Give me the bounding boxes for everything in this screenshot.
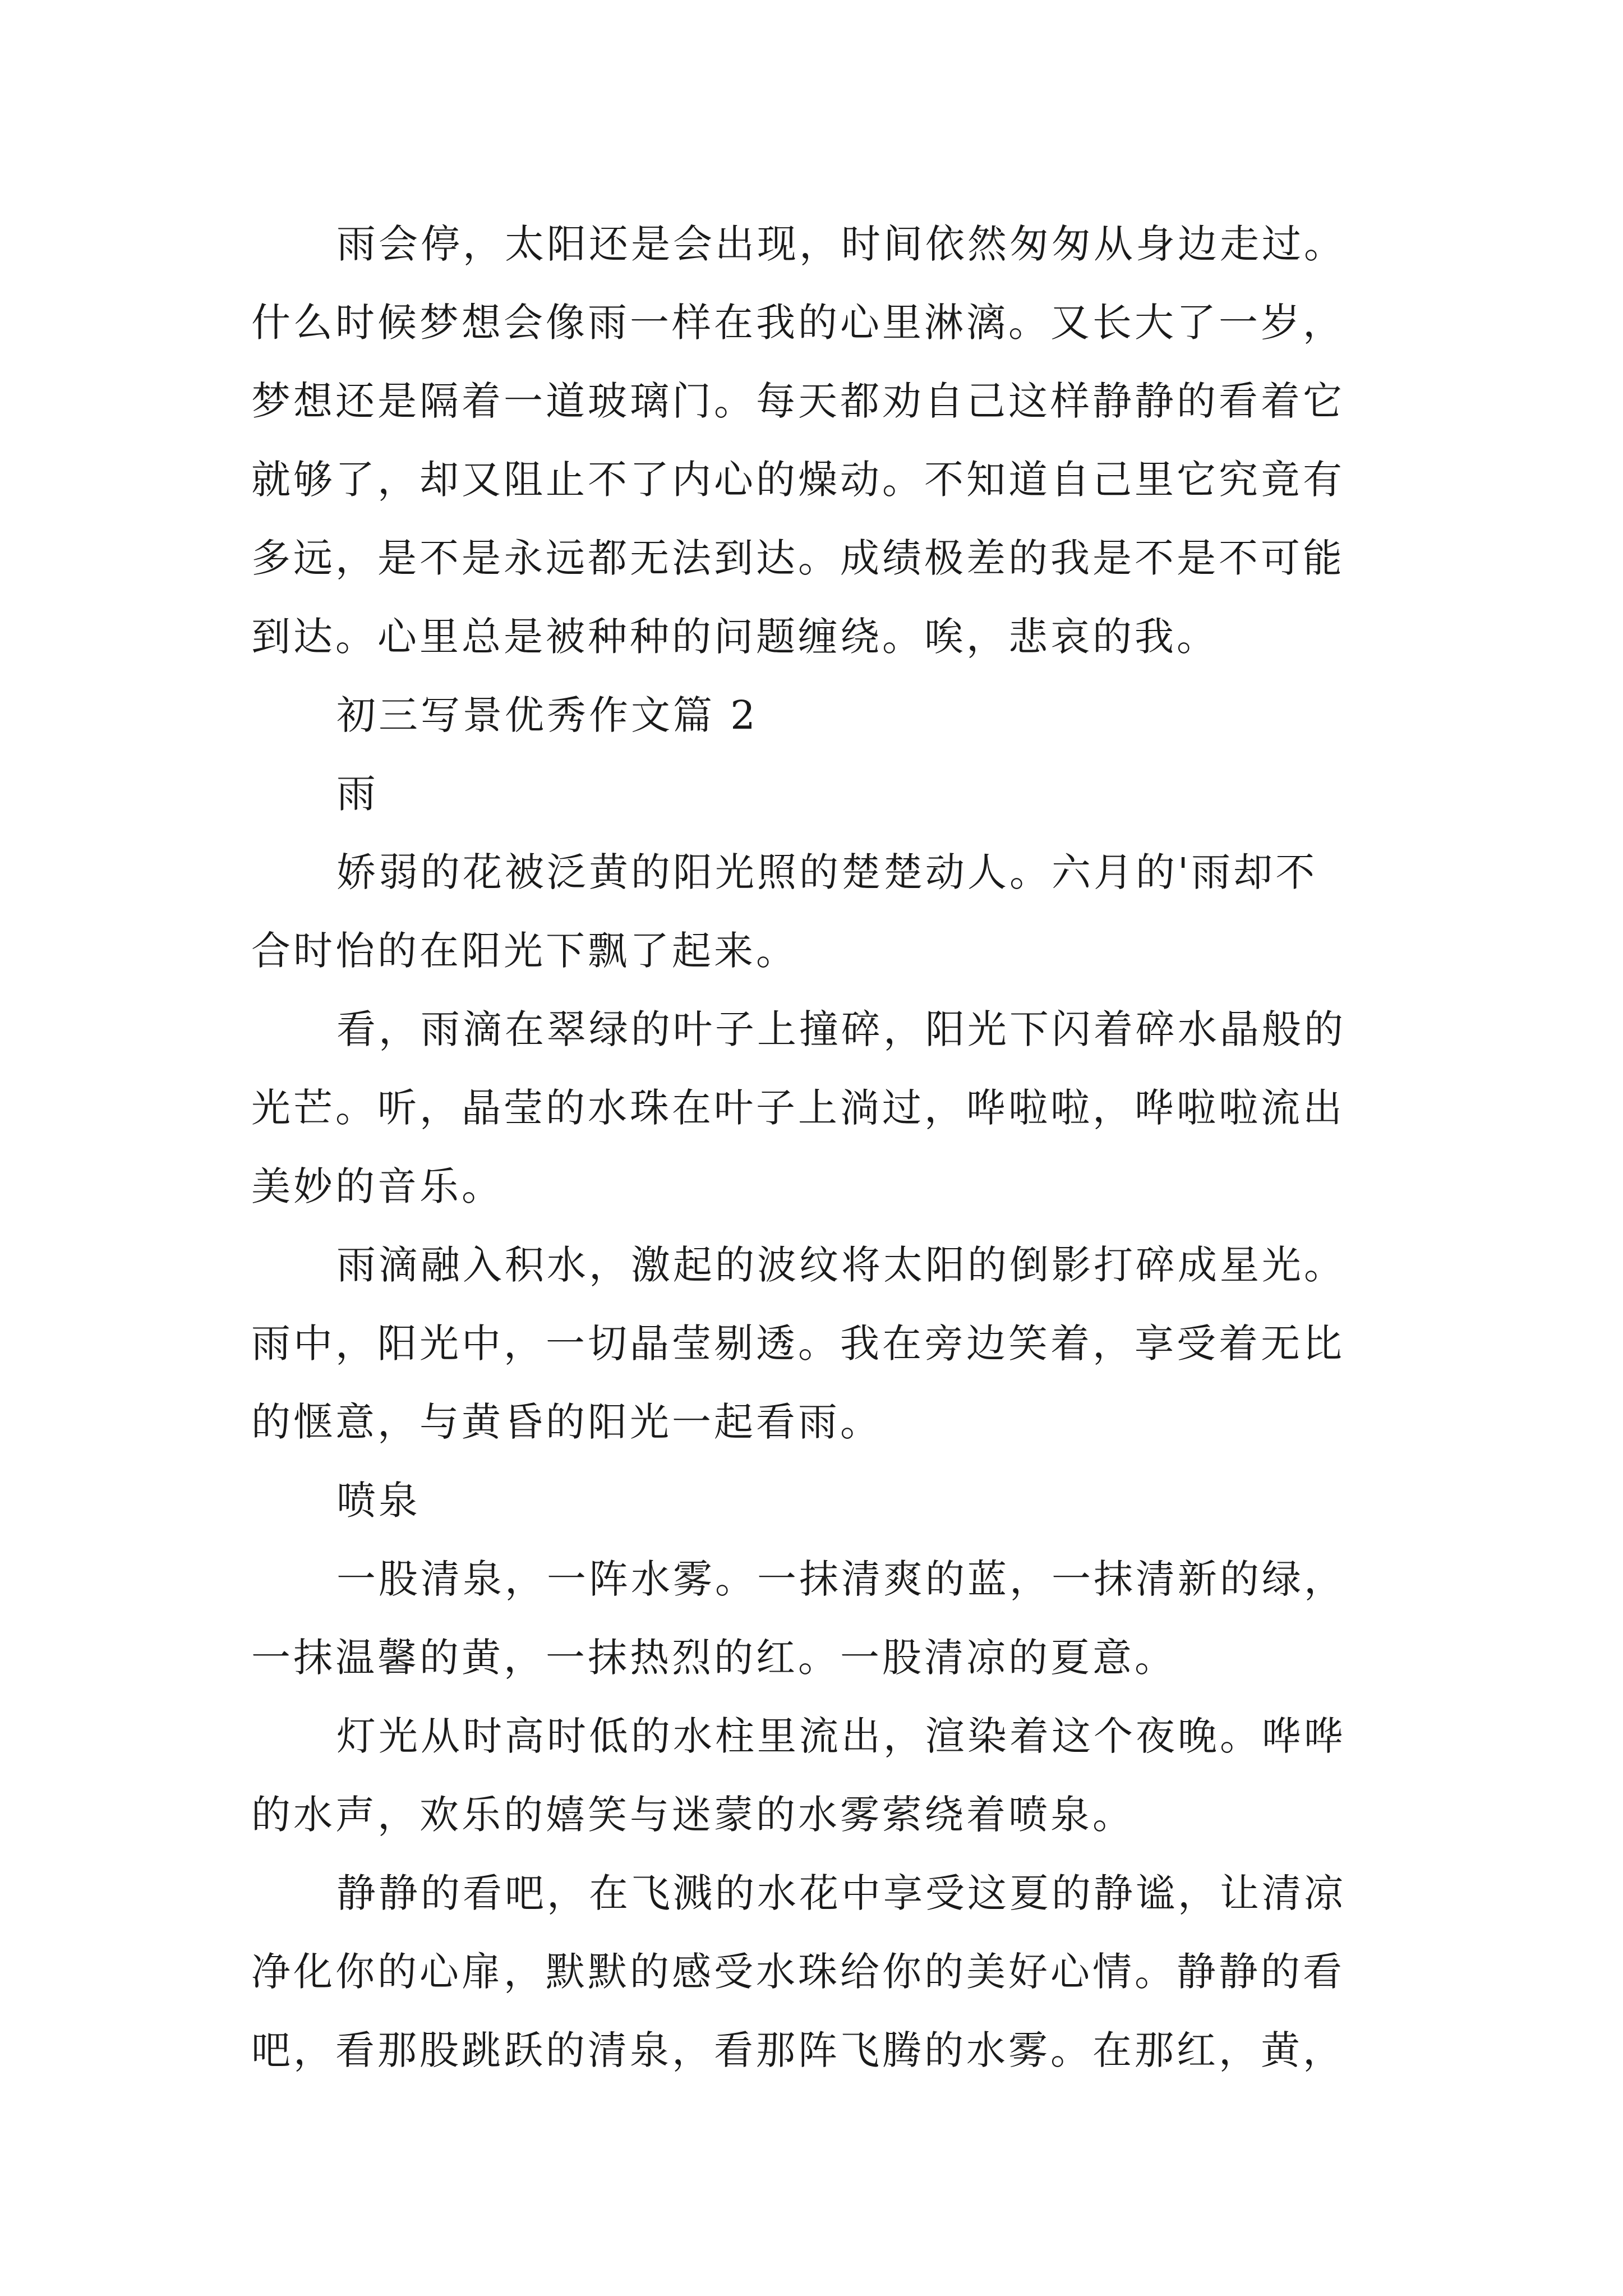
paragraph-line: 的惬意，与黄昏的阳光一起看雨。 bbox=[251, 1399, 882, 1445]
paragraph-line: 一抹温馨的黄，一抹热烈的红。一股清凉的夏意。 bbox=[251, 1635, 1177, 1681]
paragraph-line: 娇弱的花被泛黄的阳光照的楚楚动人。六月的'雨却不 bbox=[336, 849, 1318, 895]
paragraph-line: 光芒。听，晶莹的水珠在叶子上淌过，哗啦啦，哗啦啦流出 bbox=[251, 1085, 1345, 1131]
paragraph-line: 一股清泉，一阵水雾。一抹清爽的蓝，一抹清新的绿， bbox=[336, 1556, 1346, 1602]
paragraph-line: 什么时候梦想会像雨一样在我的心里淋漓。又长大了一岁， bbox=[251, 300, 1345, 346]
paragraph-line: 吧，看那股跳跃的清泉，看那阵飞腾的水雾。在那红，黄， bbox=[251, 2027, 1345, 2073]
paragraph-line: 灯光从时高时低的水柱里流出，渲染着这个夜晚。哗哗 bbox=[336, 1713, 1346, 1759]
paragraph-line: 净化你的心扉，默默的感受水珠给你的美好心情。静静的看 bbox=[251, 1949, 1345, 1995]
paragraph-line: 雨会停，太阳还是会出现，时间依然匆匆从身边走过。 bbox=[336, 221, 1346, 267]
paragraph-line: 到达。心里总是被种种的问题缠绕。唉，悲哀的我。 bbox=[251, 614, 1219, 660]
paragraph-line: 的水声，欢乐的嬉笑与迷蒙的水雾萦绕着喷泉。 bbox=[251, 1792, 1135, 1838]
paragraph-line: 看，雨滴在翠绿的叶子上撞碎，阳光下闪着碎水晶般的 bbox=[336, 1006, 1346, 1052]
paragraph-line: 合时怡的在阳光下飘了起来。 bbox=[251, 928, 798, 974]
subsection-title-fountain: 喷泉 bbox=[336, 1478, 421, 1524]
paragraph-line: 美妙的音乐。 bbox=[251, 1163, 504, 1209]
paragraph-line: 雨中，阳光中，一切晶莹剔透。我在旁边笑着，享受着无比 bbox=[251, 1320, 1345, 1366]
paragraph-line: 静静的看吧，在飞溅的水花中享受这夏的静谧，让清凉 bbox=[336, 1870, 1346, 1916]
paragraph-line: 雨滴融入积水，激起的波纹将太阳的倒影打碎成星光。 bbox=[336, 1242, 1346, 1288]
paragraph-line: 多远，是不是永远都无法到达。成绩极差的我是不是不可能 bbox=[251, 535, 1345, 581]
section-heading: 初三写景优秀作文篇 2 bbox=[336, 692, 758, 738]
paragraph-line: 梦想还是隔着一道玻璃门。每天都劝自己这样静静的看着它 bbox=[251, 378, 1345, 424]
paragraph-line: 就够了，却又阻止不了内心的燥动。不知道自己里它究竟有 bbox=[251, 457, 1345, 503]
subsection-title-rain: 雨 bbox=[336, 771, 379, 817]
